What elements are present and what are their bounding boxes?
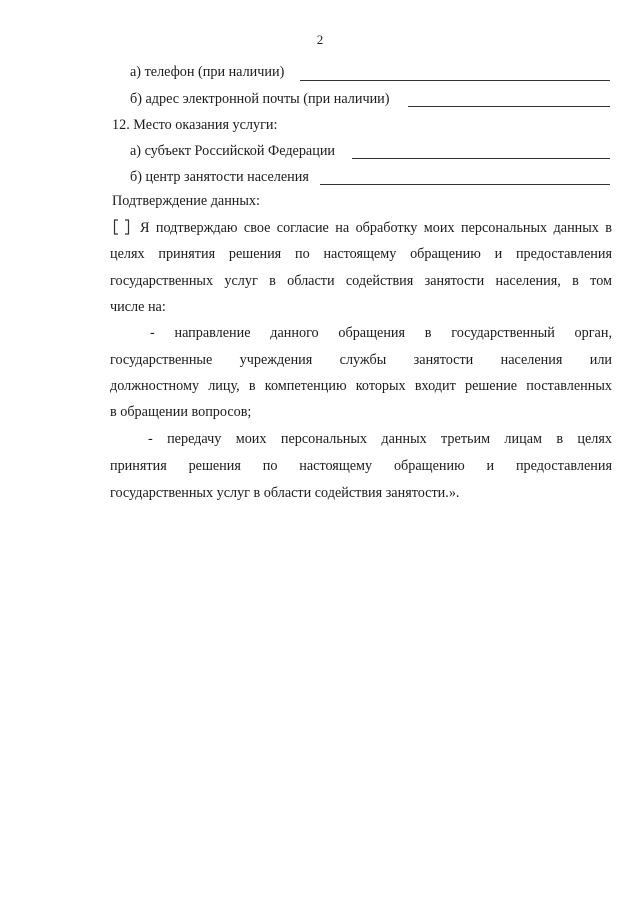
checkbox-icon bbox=[113, 219, 130, 235]
consent-checkbox[interactable] bbox=[113, 219, 130, 235]
phone-label: а) телефон (при наличии) bbox=[130, 64, 285, 80]
consent-line-2: целях принятия решения по настоящему обращению и предоставления bbox=[110, 246, 612, 262]
page-number: 2 bbox=[316, 32, 324, 47]
confirmation-heading: Подтверждение данных: bbox=[112, 193, 260, 209]
subject-fill-line[interactable] bbox=[352, 158, 610, 159]
bullet1-line-1: - направление данного обращения в государственный орган, bbox=[150, 325, 612, 341]
bullet2-line-2: принятия решения по настоящему обращению и предоставления bbox=[110, 458, 612, 474]
consent-line-1: Я подтверждаю свое согласие на обработку моих персональных данных в bbox=[140, 220, 612, 236]
consent-line-3: государственных услуг в области содействия занятости населения, в том bbox=[110, 273, 612, 289]
bullet2-line-1: - передачу моих персональных данных третьим лицам в целях bbox=[148, 431, 612, 447]
bullet1-line-4: в обращении вопросов; bbox=[110, 404, 252, 420]
phone-fill-line[interactable] bbox=[300, 80, 610, 81]
center-fill-line[interactable] bbox=[320, 184, 610, 185]
center-label: б) центр занятости населения bbox=[130, 169, 309, 185]
email-label: б) адрес электронной почты (при наличии) bbox=[130, 91, 390, 107]
place-heading: 12. Место оказания услуги: bbox=[112, 117, 278, 133]
email-fill-line[interactable] bbox=[408, 106, 610, 107]
bullet2-line-3: государственных услуг в области содействия занятости.». bbox=[110, 485, 460, 501]
subject-label: а) субъект Российской Федерации bbox=[130, 143, 336, 159]
bullet1-line-2: государственные учреждения службы занятости населения или bbox=[110, 352, 612, 368]
bullet1-line-3: должностному лицу, в компетенцию которых входит решение поставленных bbox=[110, 378, 612, 394]
consent-line-4: числе на: bbox=[110, 299, 166, 315]
